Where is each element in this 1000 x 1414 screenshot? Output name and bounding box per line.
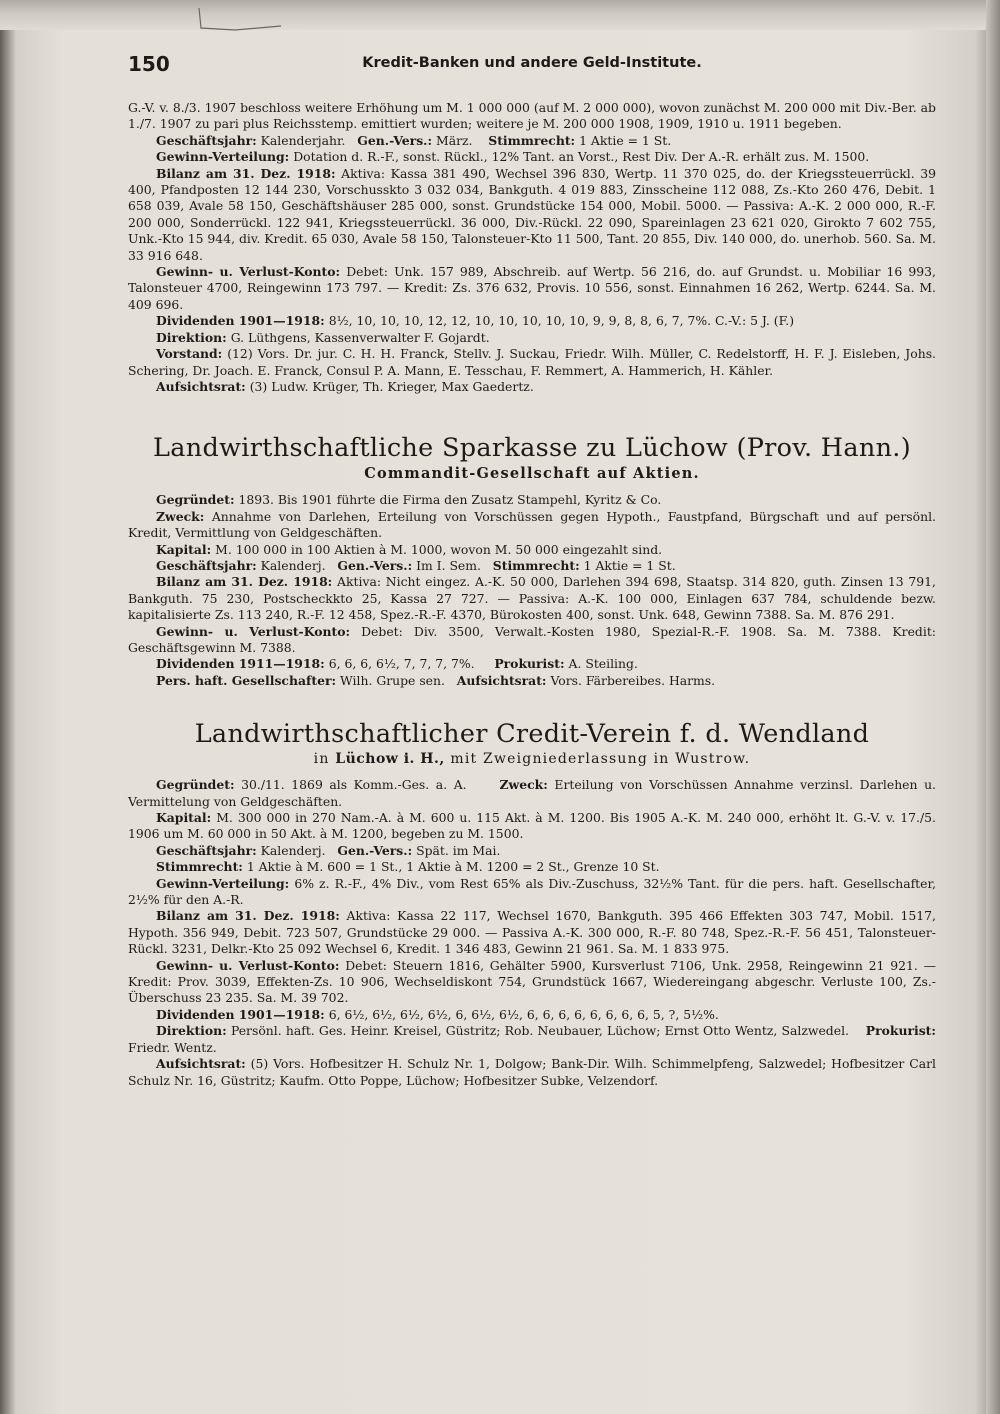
balance-sheet-label: Bilanz am 31. Dez. 1918: (156, 908, 340, 924)
balance-sheet-paragraph (128, 166, 936, 264)
general-meeting-label: Gen.-Vers.: (337, 842, 413, 858)
purpose-paragraph (128, 509, 936, 542)
dividends-value: 6, 6, 6, 6½, 7, 7, 7, 7%. (328, 656, 475, 672)
ink-mark-scribble (195, 6, 285, 32)
dividends-paragraph (128, 313, 936, 329)
subtitle-prefix: in (313, 751, 330, 768)
page-number: 150 (128, 52, 170, 76)
profit-loss-value: Debet: Div. 3500, Verwalt.-Kosten 1980, Spezial-R.-F. 1908. Sa. M. 7388. Kredit: Geschäftsgewinn M. 7388. (128, 623, 936, 655)
founded-paragraph (128, 492, 936, 508)
voting-right-paragraph (128, 859, 936, 875)
dividends-value: 8½, 10, 10, 10, 12, 12, 10, 10, 10, 10, 10, 9, 9, 8, 8, 6, 7, 7%. C.-V.: 5 J. (F.) (328, 313, 795, 329)
voting-right-label: Stimmrecht: (492, 557, 580, 573)
voting-right-value: 1 Aktie = 1 St. (583, 557, 676, 573)
supervisory-board-label: Aufsichtsrat: (156, 378, 246, 394)
fiscal-year-label: Geschäftsjahr: (156, 557, 257, 573)
profit-loss-label: Gewinn- u. Verlust-Konto: (156, 957, 340, 973)
profit-loss-paragraph (128, 624, 936, 657)
founded-paragraph (128, 777, 936, 810)
general-meeting-value: Spät. im Mai. (416, 842, 501, 858)
dividends-paragraph (128, 656, 936, 672)
management-paragraph (128, 330, 936, 346)
management-paragraph (128, 1023, 936, 1056)
partners-paragraph (128, 673, 936, 689)
purpose-value: Erteilung von Vorschüssen Annahme verzinsl. Darlehen u. Vermittelung von Geldgeschäften. (128, 777, 936, 809)
founded-value: 30./11. 1869 als Komm.-Ges. a. A. (241, 777, 467, 793)
voting-right-value: 1 Aktie = 1 St. (579, 132, 672, 148)
dividends-paragraph (128, 1007, 936, 1023)
board-value: (12) Vors. Dr. jur. C. H. H. Franck, Stellv. J. Suckau, Friedr. Wilh. Müller, C. Redelstorff, H. F. J. Eisleben, Johs. Schering, Dr. Joach. E. Franck, Consul P. A. Mann, E. Tesschau, F. Remmert, A. Hammerich, H. Kähler. (128, 346, 936, 378)
procurator-label: Prokurist: (494, 656, 565, 672)
capital-value: M. 300 000 in 270 Nam.-A. à M. 600 u. 115 Akt. à M. 1200. Bis 1905 A.-K. M. 240 000, erhöht lt. G.-V. v. 17./5. 1906 um M. 60 000 in 50 Akt. à M. 1200, begeben zu M. 1500. (128, 810, 936, 842)
subtitle-suffix: mit Zweigniederlassung in Wustrow. (450, 751, 751, 768)
capital-paragraph (128, 810, 936, 843)
dividends-value: 6, 6½, 6½, 6½, 6½, 6, 6½, 6½, 6, 6, 6, 6, 6, 6, 6, 6, 5, ?, 5½%. (328, 1006, 719, 1022)
founded-label: Gegründet: (156, 492, 235, 508)
voting-right-label: Stimmrecht: (156, 859, 243, 875)
capital-paragraph (128, 542, 936, 558)
balance-sheet-paragraph (128, 908, 936, 957)
profit-distribution-value: 6% z. R.-F., 4% Div., vom Rest 65% als Div.-Zuschuss, 32½% Tant. für die pers. haft. Gesellschafter, 2½% für den A.-R. (128, 875, 936, 908)
capital-label: Kapital: (156, 810, 212, 825)
fiscal-year-value: Kalenderj. (260, 842, 326, 858)
balance-sheet-label: Bilanz am 31. Dez. 1918: (156, 574, 333, 590)
balance-sheet-paragraph (128, 574, 936, 623)
supervisory-board-value: Vors. Färbereibes. Harms. (550, 672, 716, 688)
profit-distribution-value: Dotation d. R.-F., sonst. Rückl., 12% Tant. an Vorst., Rest Div. Der A.-R. erhält zus. M. 1500. (293, 149, 870, 165)
fiscal-year-label: Geschäftsjahr: (156, 842, 257, 858)
voting-right-value: 1 Aktie à M. 600 = 1 St., 1 Aktie à M. 1200 = 2 St., Grenze 10 St. (246, 859, 660, 875)
profit-distribution-label: Gewinn-Verteilung: (156, 149, 290, 165)
profit-distribution-paragraph (128, 876, 936, 909)
balance-sheet-value: Aktiva: Nicht eingez. A.-K. 50 000, Darlehen 394 698, Staatsp. 314 820, guth. Zinsen 13 791, Bankguth. 75 230, Postscheckkto 25, Kassa 27 727. — Passiva: A.-K. 100 000, Einlagen 637 784, schuldende bezw. kapitalisierte Zs. 113 240, R.-F. 12 458, Spez.-R.-F. 4370, Bürokosten 400, sonst. Unk. 648, Gewinn 7388. Sa. M. 876 291. (128, 574, 936, 623)
profit-loss-label: Gewinn- u. Verlust-Konto: (156, 264, 341, 280)
voting-right-label: Stimmrecht: (488, 132, 576, 148)
supervisory-board-value: (5) Vors. Hofbesitzer H. Schulz Nr. 1, Dolgow; Bank-Dir. Wilh. Schimmelpfeng, Salzwedel; Hofbesitzer Carl Schulz Nr. 16, Güstritz; Kaufm. Otto Poppe, Lüchow; Hofbesitzer Subke, Velzendorf. (128, 1056, 936, 1088)
scan-right-edge (986, 0, 1000, 1414)
procurator-label: Prokurist: (865, 1023, 936, 1039)
supervisory-board-label: Aufsichtsrat: (456, 672, 547, 688)
balance-sheet-label: Bilanz am 31. Dez. 1918: (156, 165, 336, 181)
general-meeting-value: Im I. Sem. (416, 557, 481, 573)
general-meeting-value: März. (436, 132, 473, 148)
profit-loss-value: Debet: Steuern 1816, Gehälter 5900, Kursverlust 7106, Unk. 2958, Reingewinn 21 921. — Kredit: Prov. 3039, Effekten-Zs. 10 906, Wechseldiskont 754, Grundstück 1667, Wiedereingang abgeschr. Verluste 100, Zs.-Überschuss 23 235. Sa. M. 39 702. (128, 957, 936, 1006)
scan-top-edge (0, 0, 1000, 30)
fiscal-meta-paragraph (128, 843, 936, 859)
supervisory-board-value: (3) Ludw. Krüger, Th. Krieger, Max Gaedertz. (249, 378, 534, 394)
dividends-label: Dividenden 1901—1918: (156, 1006, 325, 1022)
entry-subtitle (128, 751, 936, 767)
founded-value: 1893. Bis 1901 führte die Firma den Zusatz Stampehl, Kyritz & Co. (238, 492, 662, 508)
capital-value: M. 100 000 in 100 Aktien à M. 1000, wovon M. 50 000 eingezahlt sind. (215, 541, 663, 557)
running-head: Kredit-Banken und andere Geld-Institute. (362, 55, 702, 71)
partner-value: Wilh. Grupe sen. (340, 672, 445, 688)
section-continued-entry (128, 100, 936, 395)
fiscal-year-label: Geschäftsjahr: (156, 132, 257, 148)
fiscal-year-value: Kalenderj. (260, 557, 326, 573)
capital-increase-paragraph: G.-V. v. 8./3. 1907 beschloss weitere Erhöhung um M. 1 000 000 (auf M. 2 000 000), wovon zunächst M. 200 000 mit Div.-Ber. ab 1./7. 1907 zu pari plus Reichsstemp. emittiert wurden; weitere je M. 200 000 1908, 1909, 1910 u. 1911 begeben. (128, 100, 936, 132)
management-label: Direktion: (156, 329, 227, 345)
purpose-value: Annahme von Darlehen, Erteilung von Vorschüssen gegen Hypoth., Faustpfand, Bürgschaft und auf persönl. Kredit, Vermittlung von Geldgeschäften. (128, 508, 936, 541)
supervisory-board-paragraph (128, 1056, 936, 1089)
balance-sheet-value: Aktiva: Kassa 22 117, Wechsel 1670, Bankguth. 395 466 Effekten 303 747, Mobil. 1517, Hypoth. 356 949, Debit. 723 507, Grundstücke 29 000. — Passiva A.-K. 300 000, R.-F. 80 748, Spez.-R.-F. 56 451, Talonsteuer-Rückl. 3231, Delkr.-Kto 25 092 Wechsel 6, Kredit. 1 346 483, Gewinn 21 961. Sa. M. 1 833 975. (128, 908, 936, 957)
section-credit-verein-wendland (128, 719, 936, 1089)
subtitle-place: Lüchow i. H., (335, 751, 445, 768)
board-paragraph (128, 346, 936, 379)
profit-distribution-label: Gewinn-Verteilung: (156, 875, 290, 891)
management-value: G. Lüthgens, Kassenverwalter F. Gojardt. (230, 329, 490, 345)
dividends-label: Dividenden 1901—1918: (156, 313, 325, 329)
profit-loss-label: Gewinn- u. Verlust-Konto: (156, 623, 351, 639)
management-label: Direktion: (156, 1023, 227, 1039)
general-meeting-label: Gen.-Vers.: (337, 557, 413, 573)
profit-distribution-paragraph (128, 149, 936, 165)
supervisory-board-label: Aufsichtsrat: (156, 1056, 246, 1072)
page-header (128, 52, 936, 80)
dividends-label: Dividenden 1911—1918: (156, 656, 325, 672)
purpose-label: Zweck: (499, 777, 548, 793)
fiscal-year-value: Kalenderjahr. (260, 132, 346, 148)
profit-loss-paragraph (128, 264, 936, 313)
fiscal-meta-paragraph (128, 558, 936, 574)
section-sparkasse-luechow (128, 433, 936, 689)
entry-title: Landwirthschaftliche Sparkasse zu Lüchow (Prov. Hann.) (153, 433, 911, 464)
purpose-label: Zweck: (156, 508, 205, 524)
balance-sheet-value: Aktiva: Kassa 381 490, Wechsel 396 830, Wertp. 11 370 025, do. der Kriegssteuerrückl. 39 400, Pfandposten 12 144 230, Vorschusskto 3 032 034, Bankguth. 4 019 883, Zinsscheine 112 088, Zs.-Kto 260 476, Debit. 1 658 039, Avale 58 150, Geschäftshäuser 285 000, sonst. Grundstücke 154 000, Mobil. 5000. — Passiva: A.-K. 2 000 000, R.-F. 200 000, Sonderrückl. 122 941, Kriegssteuerrückl. 36 000, Div.-Rückl. 22 090, Spareinlagen 23 621 020, Girokto 7 602 755, Unk.-Kto 15 944, div. Kredit. 65 030, Avale 58 150, Talonsteuer-Kto 11 500, Tant. 20 855, Div. 140 000, do. unerhob. 560. Sa. M. 33 916 648. (128, 165, 936, 263)
supervisory-board-paragraph (128, 379, 936, 395)
board-label: Vorstand: (156, 346, 223, 362)
document-page (128, 52, 936, 1089)
entry-title: Landwirthschaftlicher Credit-Verein f. d. Wendland (194, 719, 870, 750)
profit-loss-value: Debet: Unk. 157 989, Abschreib. auf Wertp. 56 216, do. auf Grundst. u. Mobiliar 16 993, Talonsteuer 4700, Reingewinn 173 797. — Kredit: Zs. 376 632, Provis. 10 556, sonst. Einnahmen 16 262, Wertp. 6244. Sa. M. 409 696. (128, 264, 936, 312)
profit-loss-paragraph (128, 958, 936, 1007)
fiscal-meta-paragraph (128, 133, 936, 149)
founded-label: Gegründet: (156, 777, 235, 793)
procurator-value: A. Steiling. (568, 656, 638, 672)
entry-subtitle: Commandit-Gesellschaft auf Aktien. (364, 465, 700, 483)
procurator-value: Friedr. Wentz. (128, 1039, 217, 1055)
partner-label: Pers. haft. Gesellschafter: (156, 672, 337, 688)
management-value: Persönl. haft. Ges. Heinr. Kreisel, Güstritz; Rob. Neubauer, Lüchow; Ernst Otto Wentz, Salzwedel. (230, 1023, 849, 1039)
capital-label: Kapital: (156, 541, 212, 557)
general-meeting-label: Gen.-Vers.: (357, 132, 433, 148)
